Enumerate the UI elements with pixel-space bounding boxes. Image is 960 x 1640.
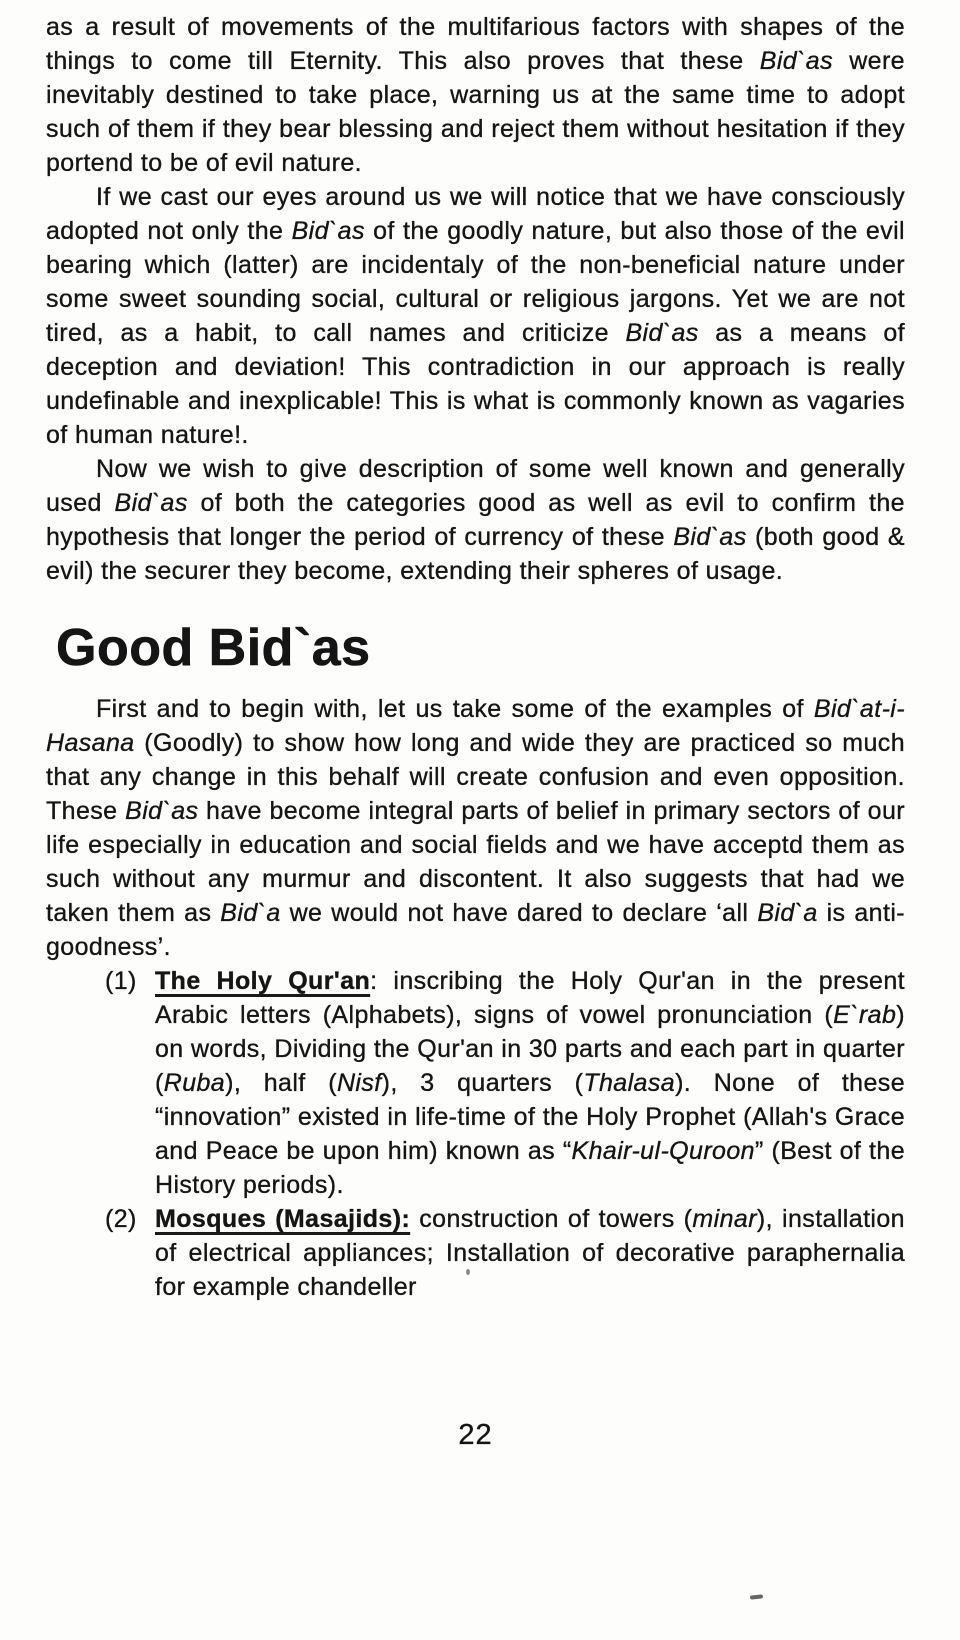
scan-artifact-dot [466,1269,470,1275]
list-item-title: The Holy Qur'an [155,967,371,995]
list-item-number: (2) [105,1205,137,1233]
list-item-content [155,967,905,1199]
scan-artifact-mark [750,1594,763,1599]
numbered-list [46,964,905,1304]
paragraph-4: First and to begin with, let us take some of the examples of Bid`at-i-Hasana (Goodly) to show how long and wide they are practiced so much that any change in this behalf will create confusion and even opposition. These Bid`as have become integral parts of belief in primary sectors of our life especially in education and social fields and we have acceptd them as such without any murmur and discontent. It also suggests that had we taken them as Bid`a we would not have dared to declare ‘all Bid`a is anti-goodness’. [46,695,906,961]
section-heading: Good Bid`as [56,619,371,677]
page-number: 22 [458,1419,493,1451]
list-item-text: construction of towers (minar), installation of electrical appliances; Installation of decorative paraphernalia for example chandeller [155,1205,905,1301]
paragraph-continuation: as a result of movements of the multifarious factors with shapes of the things to come till Eternity. This also proves that these Bid`as were inevitably destined to take place, warning us at the same time to adopt such of them if they bear blessing and reject them without hesitation if they portend to be of evil nature. [46,13,905,177]
paragraph-2: If we cast our eyes around us we will notice that we have consciously adopted not only the Bid`as of the goodly nature, but also those of the evil bearing which (latter) are incidentaly of the non-beneficial nature under some sweet sounding social, cultural or religious jargons. Yet we are not tired, as a habit, to call names and criticize Bid`as as a means of deception and deviation! This contradiction in our approach is really undefinable and inexplicable! This is what is commonly known as vagaries of human nature!. [46,183,906,449]
list-item-title: Mosques (Masajids): [155,1205,411,1233]
list-item-number: (1) [105,967,137,995]
list-item-content [155,1205,905,1301]
paragraph-3: Now we wish to give description of some well known and generally used Bid`as of both the categories good as well as evil to confirm the hypothesis that longer the period of currency of these Bid`as (both good & evil) the securer they become, extending their spheres of usage. [46,455,905,585]
list-item-2 [46,1202,905,1304]
list-item-text: inscribing the Holy Qur'an in the present Arabic letters (Alphabets), signs of vowel pronunciation (E`rab) on words, Dividing the Qur'an in 30 parts and each part in quarter (Ruba), half (Nisf), 3 quarters (Thalasa). None of these “innovation” existed in life-time of the Holy Prophet (Allah's Grace and Peace be upon him) known as “Khair-ul-Quroon” (Best of the History periods). [155,967,905,1199]
list-item-1 [46,964,905,1202]
list-item-colon: : [370,967,378,995]
